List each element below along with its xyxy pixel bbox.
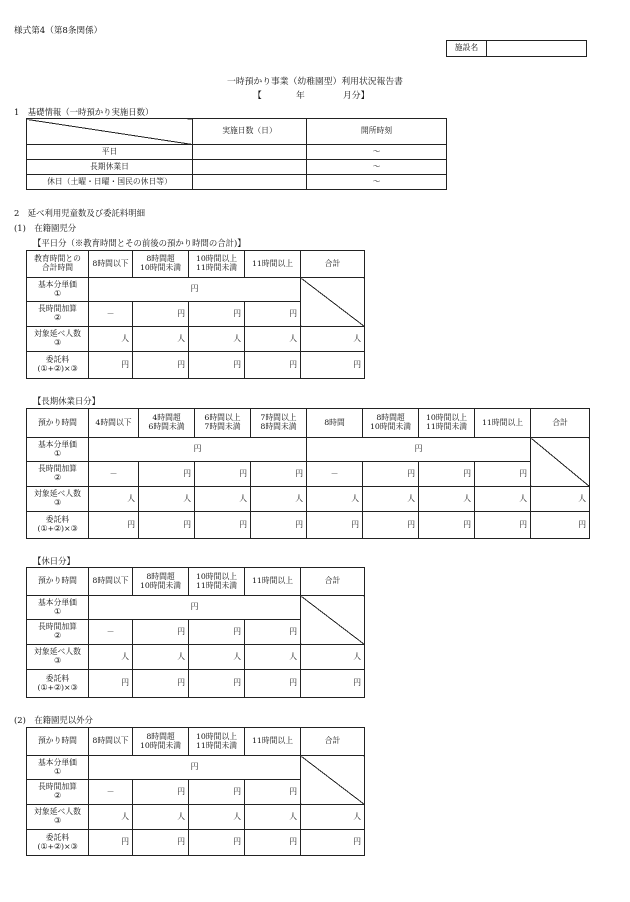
long-break-time-cell[interactable]: ～ [307,160,447,175]
other-fee-cell[interactable]: 円 [133,830,189,856]
holiday-count-cell[interactable]: 人 [89,645,133,670]
long-col-total: 合計 [531,409,590,438]
holiday-col-total: 合計 [301,568,365,596]
holiday-table [26,567,365,698]
weekday-fee-cell[interactable]: 円 [133,352,189,379]
facility-name-field[interactable] [487,41,587,57]
weekday-long-cell[interactable]: 円 [245,302,301,327]
holiday-col-4: 11時間以上 [245,568,301,596]
row-label-holiday: 休日（土曜・日曜・国民の休日等） [27,175,193,190]
long-col-4: 7時間以上 8時間未満 [251,409,307,438]
weekday-fee-cell[interactable]: 円 [89,352,133,379]
long-fee-cell[interactable]: 円 [419,512,475,539]
other-count-cell[interactable]: 人 [245,805,301,830]
weekday-count-cell[interactable]: 人 [89,327,133,352]
weekday-fee-total[interactable]: 円 [301,352,365,379]
other-long-cell[interactable]: 円 [133,780,189,805]
long-base-cell-a[interactable]: 円 [89,438,307,462]
long-long-dash: － [307,462,363,487]
other-count-total[interactable]: 人 [301,805,365,830]
other-col-total: 合計 [301,728,365,756]
other-long-dash: － [89,780,133,805]
long-count-cell[interactable]: 人 [195,487,251,512]
holiday-col-3: 10時間以上 11時間未満 [189,568,245,596]
long-count-cell[interactable]: 人 [139,487,195,512]
holiday-count-cell[interactable]: 人 [189,645,245,670]
other-col-3: 10時間以上 11時間未満 [189,728,245,756]
long-fee-cell[interactable]: 円 [251,512,307,539]
long-long-cell[interactable]: 円 [195,462,251,487]
row-label-long: 長時間加算 ② [27,780,89,805]
section2-heading: 2 延べ利用児童数及び委託料明細 [14,208,145,218]
row-label-fee: 委託料 (①+②)×③ [27,352,89,379]
long-break-days-cell[interactable] [193,160,307,175]
long-count-cell[interactable]: 人 [89,487,139,512]
row-label-count: 対象延べ人数 ③ [27,645,89,670]
other-col-4: 11時間以上 [245,728,301,756]
other-long-cell[interactable]: 円 [189,780,245,805]
long-col-7: 10時間以上 11時間未満 [419,409,475,438]
sub1-heading: (1) 在籍園児分 [14,223,77,233]
facility-name-box [446,40,587,57]
weekday-corner-header: 教育時間との 合計時間 [27,251,89,278]
long-long-dash: － [89,462,139,487]
long-col-5: 8時間 [307,409,363,438]
other-base-cell[interactable]: 円 [89,756,301,780]
weekday-base-cell[interactable]: 円 [89,278,301,302]
long-long-cell[interactable]: 円 [419,462,475,487]
holiday-days-cell[interactable] [193,175,307,190]
row-label-long: 長時間加算 ② [27,462,89,487]
row-label-count: 対象延べ人数 ③ [27,487,89,512]
other-fee-cell[interactable]: 円 [245,830,301,856]
weekday-col-4: 11時間以上 [245,251,301,278]
long-total-slash [531,438,590,487]
holiday-long-dash: － [89,620,133,645]
weekday-long-cell[interactable]: 円 [133,302,189,327]
row-label-count: 対象延べ人数 ③ [27,805,89,830]
long-count-cell[interactable]: 人 [251,487,307,512]
holiday-count-cell[interactable]: 人 [133,645,189,670]
other-total-slash [301,756,365,805]
row-label-base: 基本分単価 ① [27,438,89,462]
long-count-cell[interactable]: 人 [307,487,363,512]
long-fee-cell[interactable]: 円 [475,512,531,539]
row-label-count: 対象延べ人数 ③ [27,327,89,352]
long-col-2: 4時間超 6時間未満 [139,409,195,438]
basic-info-corner [27,119,193,145]
holiday-long-cell[interactable]: 円 [245,620,301,645]
holiday-fee-cell[interactable]: 円 [133,670,189,698]
row-label-fee: 委託料 (①+②)×③ [27,512,89,539]
long-fee-cell[interactable]: 円 [139,512,195,539]
facility-name-label: 施設名 [447,41,487,57]
period-month: 月分】 [343,91,370,101]
holiday-col-1: 8時間以下 [89,568,133,596]
weekday-col-3: 10時間以上 11時間未満 [189,251,245,278]
other-fee-cell[interactable]: 円 [89,830,133,856]
long-long-cell[interactable]: 円 [251,462,307,487]
holiday-fee-cell[interactable]: 円 [245,670,301,698]
other-count-cell[interactable]: 人 [89,805,133,830]
holiday-col-2: 8時間超 10時間未満 [133,568,189,596]
row-label-weekday: 平日 [27,145,193,160]
weekday-fee-cell[interactable]: 円 [245,352,301,379]
other-fee-total[interactable]: 円 [301,830,365,856]
row-label-fee: 委託料 (①+②)×③ [27,670,89,698]
weekday-long-dash: － [89,302,133,327]
period-open: 【 [253,91,262,101]
long-fee-cell[interactable]: 円 [363,512,419,539]
section1-heading: 1 基礎情報（一時預かり実施日数） [14,107,154,117]
other-fee-cell[interactable]: 円 [189,830,245,856]
holiday-corner-header: 預かり時間 [27,568,89,596]
long-count-cell[interactable]: 人 [363,487,419,512]
sub2-heading: (2) 在籍園児以外分 [14,715,93,725]
long-count-total[interactable]: 人 [531,487,590,512]
form-number: 様式第4（第8条関係） [14,26,103,36]
long-col-8: 11時間以上 [475,409,531,438]
long-col-6: 8時間超 10時間未満 [363,409,419,438]
weekday-time-cell[interactable]: ～ [307,145,447,160]
other-count-cell[interactable]: 人 [133,805,189,830]
weekday-count-total[interactable]: 人 [301,327,365,352]
weekday-days-cell[interactable] [193,145,307,160]
other-count-cell[interactable]: 人 [189,805,245,830]
holiday-fee-cell[interactable]: 円 [89,670,133,698]
long-fee-total[interactable]: 円 [531,512,590,539]
weekday-fee-cell[interactable]: 円 [189,352,245,379]
holiday-count-cell[interactable]: 人 [245,645,301,670]
row-label-long-break: 長期休業日 [27,160,193,175]
holiday-total-slash [301,596,365,645]
row-label-base: 基本分単価 ① [27,278,89,302]
holiday-count-total[interactable]: 人 [301,645,365,670]
long-break-table [26,408,590,539]
holiday-table-caption: 【休日分】 [33,556,75,566]
holiday-time-cell[interactable]: ～ [307,175,447,190]
row-label-fee: 委託料 (①+②)×③ [27,830,89,856]
other-col-1: 8時間以下 [89,728,133,756]
holiday-long-cell[interactable]: 円 [133,620,189,645]
long-long-cell[interactable]: 円 [139,462,195,487]
row-label-long: 長時間加算 ② [27,620,89,645]
holiday-fee-cell[interactable]: 円 [189,670,245,698]
weekday-count-cell[interactable]: 人 [133,327,189,352]
weekday-table-caption: 【平日分（※教育時間とその前後の預かり時間の合計)】 [33,238,246,248]
long-fee-cell[interactable]: 円 [89,512,139,539]
long-col-1: 4時間以下 [89,409,139,438]
weekday-count-cell[interactable]: 人 [245,327,301,352]
weekday-table [26,250,365,379]
long-table-caption: 【長期休業日分】 [33,396,100,406]
period-year: 年 [296,91,305,101]
row-label-base: 基本分単価 ① [27,596,89,620]
holiday-base-cell[interactable]: 円 [89,596,301,620]
long-count-cell[interactable]: 人 [419,487,475,512]
weekday-count-cell[interactable]: 人 [189,327,245,352]
long-base-cell-b[interactable]: 円 [307,438,531,462]
long-col-3: 6時間以上 7時間未満 [195,409,251,438]
long-fee-cell[interactable]: 円 [195,512,251,539]
row-label-base: 基本分単価 ① [27,756,89,780]
holiday-fee-total[interactable]: 円 [301,670,365,698]
long-corner-header: 預かり時間 [27,409,89,438]
weekday-long-cell[interactable]: 円 [189,302,245,327]
other-children-table [26,727,365,856]
holiday-long-cell[interactable]: 円 [189,620,245,645]
weekday-col-2: 8時間超 10時間未満 [133,251,189,278]
long-fee-cell[interactable]: 円 [307,512,363,539]
long-count-cell[interactable]: 人 [475,487,531,512]
other-long-cell[interactable]: 円 [245,780,301,805]
basic-info-table [26,118,447,190]
weekday-total-slash [301,278,365,327]
long-long-cell[interactable]: 円 [475,462,531,487]
row-label-long: 長時間加算 ② [27,302,89,327]
header-open-time: 開所時刻 [307,119,447,145]
weekday-col-total: 合計 [301,251,365,278]
long-long-cell[interactable]: 円 [363,462,419,487]
other-corner-header: 預かり時間 [27,728,89,756]
header-days: 実施日数（日） [193,119,307,145]
page-title: 一時預かり事業（幼稚園型）利用状況報告書 [227,77,403,87]
other-col-2: 8時間超 10時間未満 [133,728,189,756]
weekday-col-1: 8時間以下 [89,251,133,278]
